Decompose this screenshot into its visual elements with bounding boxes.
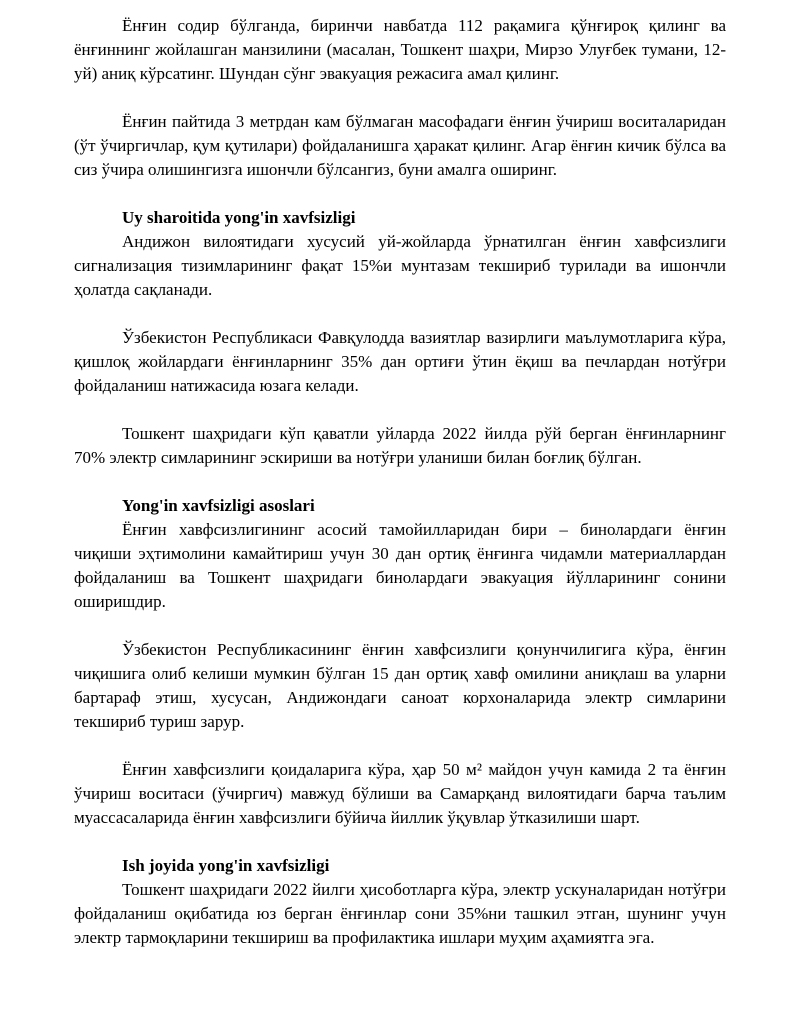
paragraph-legislation-risk-factors: Ўзбекистон Республикасининг ёнғин хавфсизлиги қонунчилигига кўра, ёнғин чиқишига олиб келиши мумкин бўлган 15 дан ортиқ хавф омилини аниқлаш ва уларни бартараф этиш, хусусан, Андижондаги саноат корхоналарида электр симларини текшириб туриш зарур. [74, 640, 726, 731]
paragraph-extinguisher-requirements: Ёнғин хавфсизлиги қоидаларига кўра, ҳар 50 м² майдон учун камида 2 та ёнғин ўчириш воситаси (ўчиргич) мавжуд бўлиши ва Самарқанд вилоятидаги барча таълим муассасаларида ёнғин хавфсизлиги бўйича йиллик ўқувлар ўтказилиши шарт. [74, 760, 726, 827]
paragraph-workplace-electrical: Тошкент шаҳридаги 2022 йилги ҳисоботларга кўра, электр ускуналаридан нотўғри фойдаланиш оқибатида юз берган ёнғинлар сони 35%ни ташкил этган, шунинг учун электр тармоқларини текшириш ва профилактика ишлари муҳим аҳамиятга эга. [74, 880, 726, 947]
paragraph-tashkent-apartments: Тошкент шаҳридаги кўп қаватли уйларда 2022 йилда рўй берган ёнғинларнинг 70% электр симларининг эскириши ва нотўғри уланиши билан боғлиқ бўлган. [74, 424, 726, 467]
heading-home-fire-safety: Uy sharoitida yong'in xavfsizligi [122, 208, 356, 227]
document-page [74, 14, 726, 950]
paragraph-rural-fires: Ўзбекистон Республикаси Фавқулодда вазиятлар вазирлиги маълумотларига кўра, қишлоқ жойлардаги ёнғинларнинг 35% дан ортиғи ўтин ёқиш ва печлардан нотўғри фойдаланиш натижасида юзага келади. [74, 328, 726, 395]
paragraph-andijan-alarms: Андижон вилоятидаги хусусий уй-жойларда ўрнатилган ёнғин хавфсизлиги сигнализация тизимларининг фақат 15%и мунтазам текшириб турилади ва ишончли ҳолатда сақланади. [74, 232, 726, 299]
heading-workplace-fire-safety: Ish joyida yong'in xavfsizligi [122, 856, 330, 875]
paragraph-emergency-call: Ёнғин содир бўлганда, биринчи навбатда 112 рақамига қўнғироқ қилинг ва ёнғиннинг жойлашган манзилини (масалан, Тошкент шаҳри, Мирзо Улуғбек тумани, 12-уй) аниқ кўрсатинг. Шундан сўнг эвакуация режасига амал қилинг. [74, 16, 726, 83]
paragraph-fire-resistant-materials: Ёнғин хавфсизлигининг асосий тамойилларидан бири – бинолардаги ёнғин чиқиши эҳтимолини камайтириш учун 30 дан ортиқ ёнғинга чидамли материаллардан фойдаланиш ва Тошкент шаҳридаги бинолардаги эвакуация йўлларининг сонини оширишдир. [74, 520, 726, 611]
paragraph-extinguish-means: Ёнғин пайтида 3 метрдан кам бўлмаган масофадаги ёнғин ўчириш воситаларидан (ўт ўчиргичлар, қум қутилари) фойдаланишга ҳаракат қилинг. Агар ёнғин кичик бўлса ва сиз ўчира олишингизга ишончли бўлсангиз, буни амалга оширинг. [74, 112, 726, 179]
heading-fire-safety-basics: Yong'in xavfsizligi asoslari [122, 496, 315, 515]
